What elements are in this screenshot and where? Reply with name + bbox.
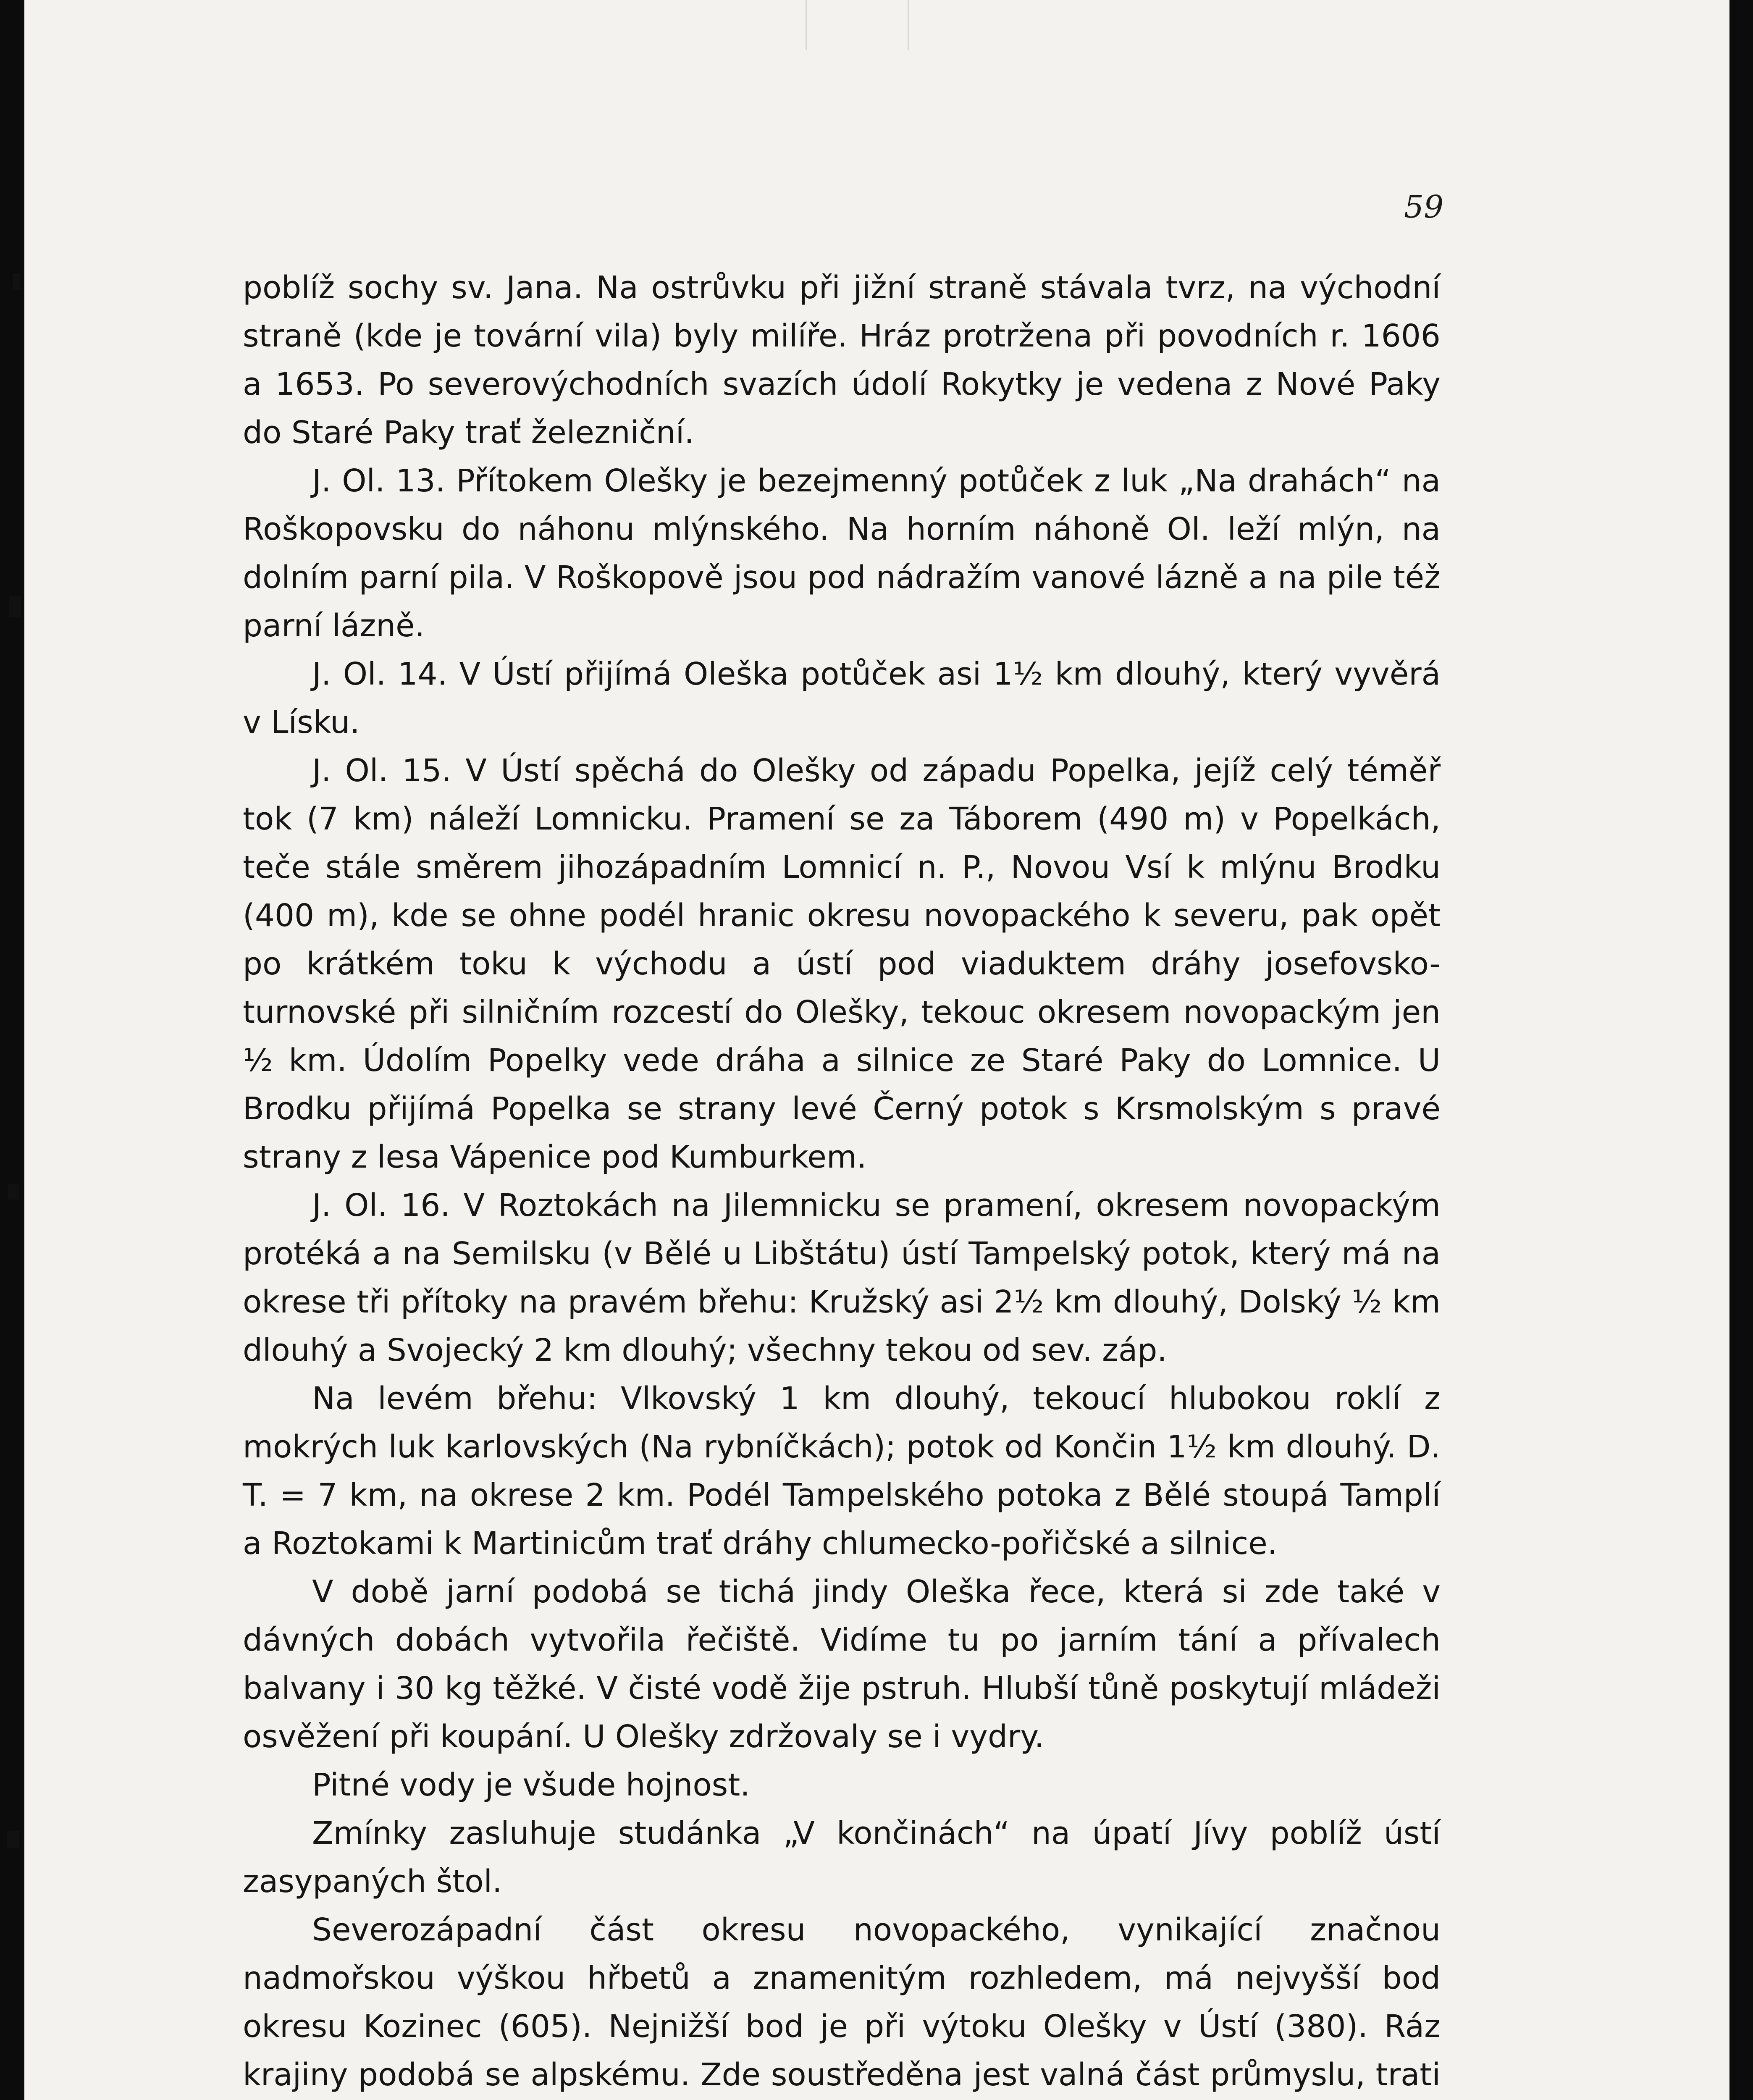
page-fold-mark <box>806 0 909 50</box>
paragraph: Zmínky zasluhuje studánka „V končinách“ na úpatí Jívy poblíž ústí zasypaných štol. <box>243 1815 1441 1900</box>
scan-mark <box>9 596 21 617</box>
paragraph: J. Ol. 14. V Ústí přijímá Oleška potůček asi 1½ km dlouhý, který vyvěrá v Lísku. <box>243 656 1441 740</box>
paragraph: J. Ol. 15. V Ústí spěchá do Olešky od západu Popelka, jejíž celý téměř tok (7 km) náleží Lomnicku. Pramení se za Táborem (490 m) v Popelkách, teče stále směrem jihozápadním Lomnicí n. P., Novou Vsí k mlýnu Brodku (400 m), kde se ohne podél hranic okresu novopackého k severu, pak opět po krátkém toku k východu a ústí pod viaduktem dráhy josefovsko-turnovské při silničním rozcestí do Olešky, tekouc okresem novopackým jen ½ km. Údolím Popelky vede dráha a silnice ze Staré Paky do Lomnice. U Brodku přijímá Popelka se strany levé Černý potok s Krsmolským s pravé strany z lesa Vápenice pod Kumburkem. <box>243 753 1441 1175</box>
paragraph: V době jarní podobá se tichá jindy Oleška řece, která si zde také v dávných dobách vytvořila řečiště. Vidíme tu po jarním tání a přívalech balvany i 30 kg těžké. V čisté vodě žije pstruh. Hlubší tůně poskytují mládeži osvěžení při koupání. U Olešky zdržovaly se i vydry. <box>243 1574 1441 1755</box>
paragraph: Na levém břehu: Vlkovský 1 km dlouhý, tekoucí hlubokou roklí z mokrých luk karlovských (Na rybníčkách); potok od Končin 1½ km dlouhý. D. T. = 7 km, na okrese 2 km. Podél Tampelského potoka z Bělé stoupá Tamplí a Roztokami k Martinicům trať dráhy chlumecko-pořičské a silnice. <box>243 1381 1441 1562</box>
page-number: 59 <box>1404 189 1444 225</box>
body-text <box>243 264 1441 2100</box>
paragraph: J. Ol. 16. V Roztokách na Jilemnicku se pramení, okresem novopackým protéká a na Semilsku (v Bělé u Libštátu) ústí Tampelský potok, který má na okrese tři přítoky na pravém břehu: Kružský asi 2½ km dlouhý, Dolský ½ km dlouhý a Svojecký 2 km dlouhý; všechny tekou od sev. záp. <box>243 1187 1441 1368</box>
scan-mark <box>8 1184 19 1200</box>
paragraph: poblíž sochy sv. Jana. Na ostrůvku při jižní straně stávala tvrz, na východní straně (kde je tovární vila) byly milíře. Hráz protržena při povodních r. 1606 a 1653. Po severovýchodních svazích údolí Rokytky je vedena z Nové Paky do Staré Paky trať železniční. <box>243 270 1441 451</box>
scan-mark <box>13 273 20 290</box>
paragraph: Severozápadní část okresu novopackého, vynikající značnou nadmořskou výškou hřbetů a znamenitým rozhledem, má nejvyšší bod okresu Kozinec (605). Nejnižší bod je při výtoku Olešky v Ústí (380). Ráz krajiny podobá se alpskému. Zde soustředěna jest valná část průmyslu, trati <box>243 1912 1441 2093</box>
scan-mark <box>7 1831 19 1848</box>
paragraph: J. Ol. 13. Přítokem Olešky je bezejmenný potůček z luk „Na drahách“ na Roškopovsku do náhonu mlýnského. Na horním náhoně Ol. leží mlýn, na dolním parní pila. V Roškopově jsou pod nádražím vanové lázně a na pile též parní lázně. <box>243 463 1441 644</box>
paragraph: Pitné vody je všude hojnost. <box>312 1767 750 1803</box>
book-page <box>24 0 1729 2100</box>
